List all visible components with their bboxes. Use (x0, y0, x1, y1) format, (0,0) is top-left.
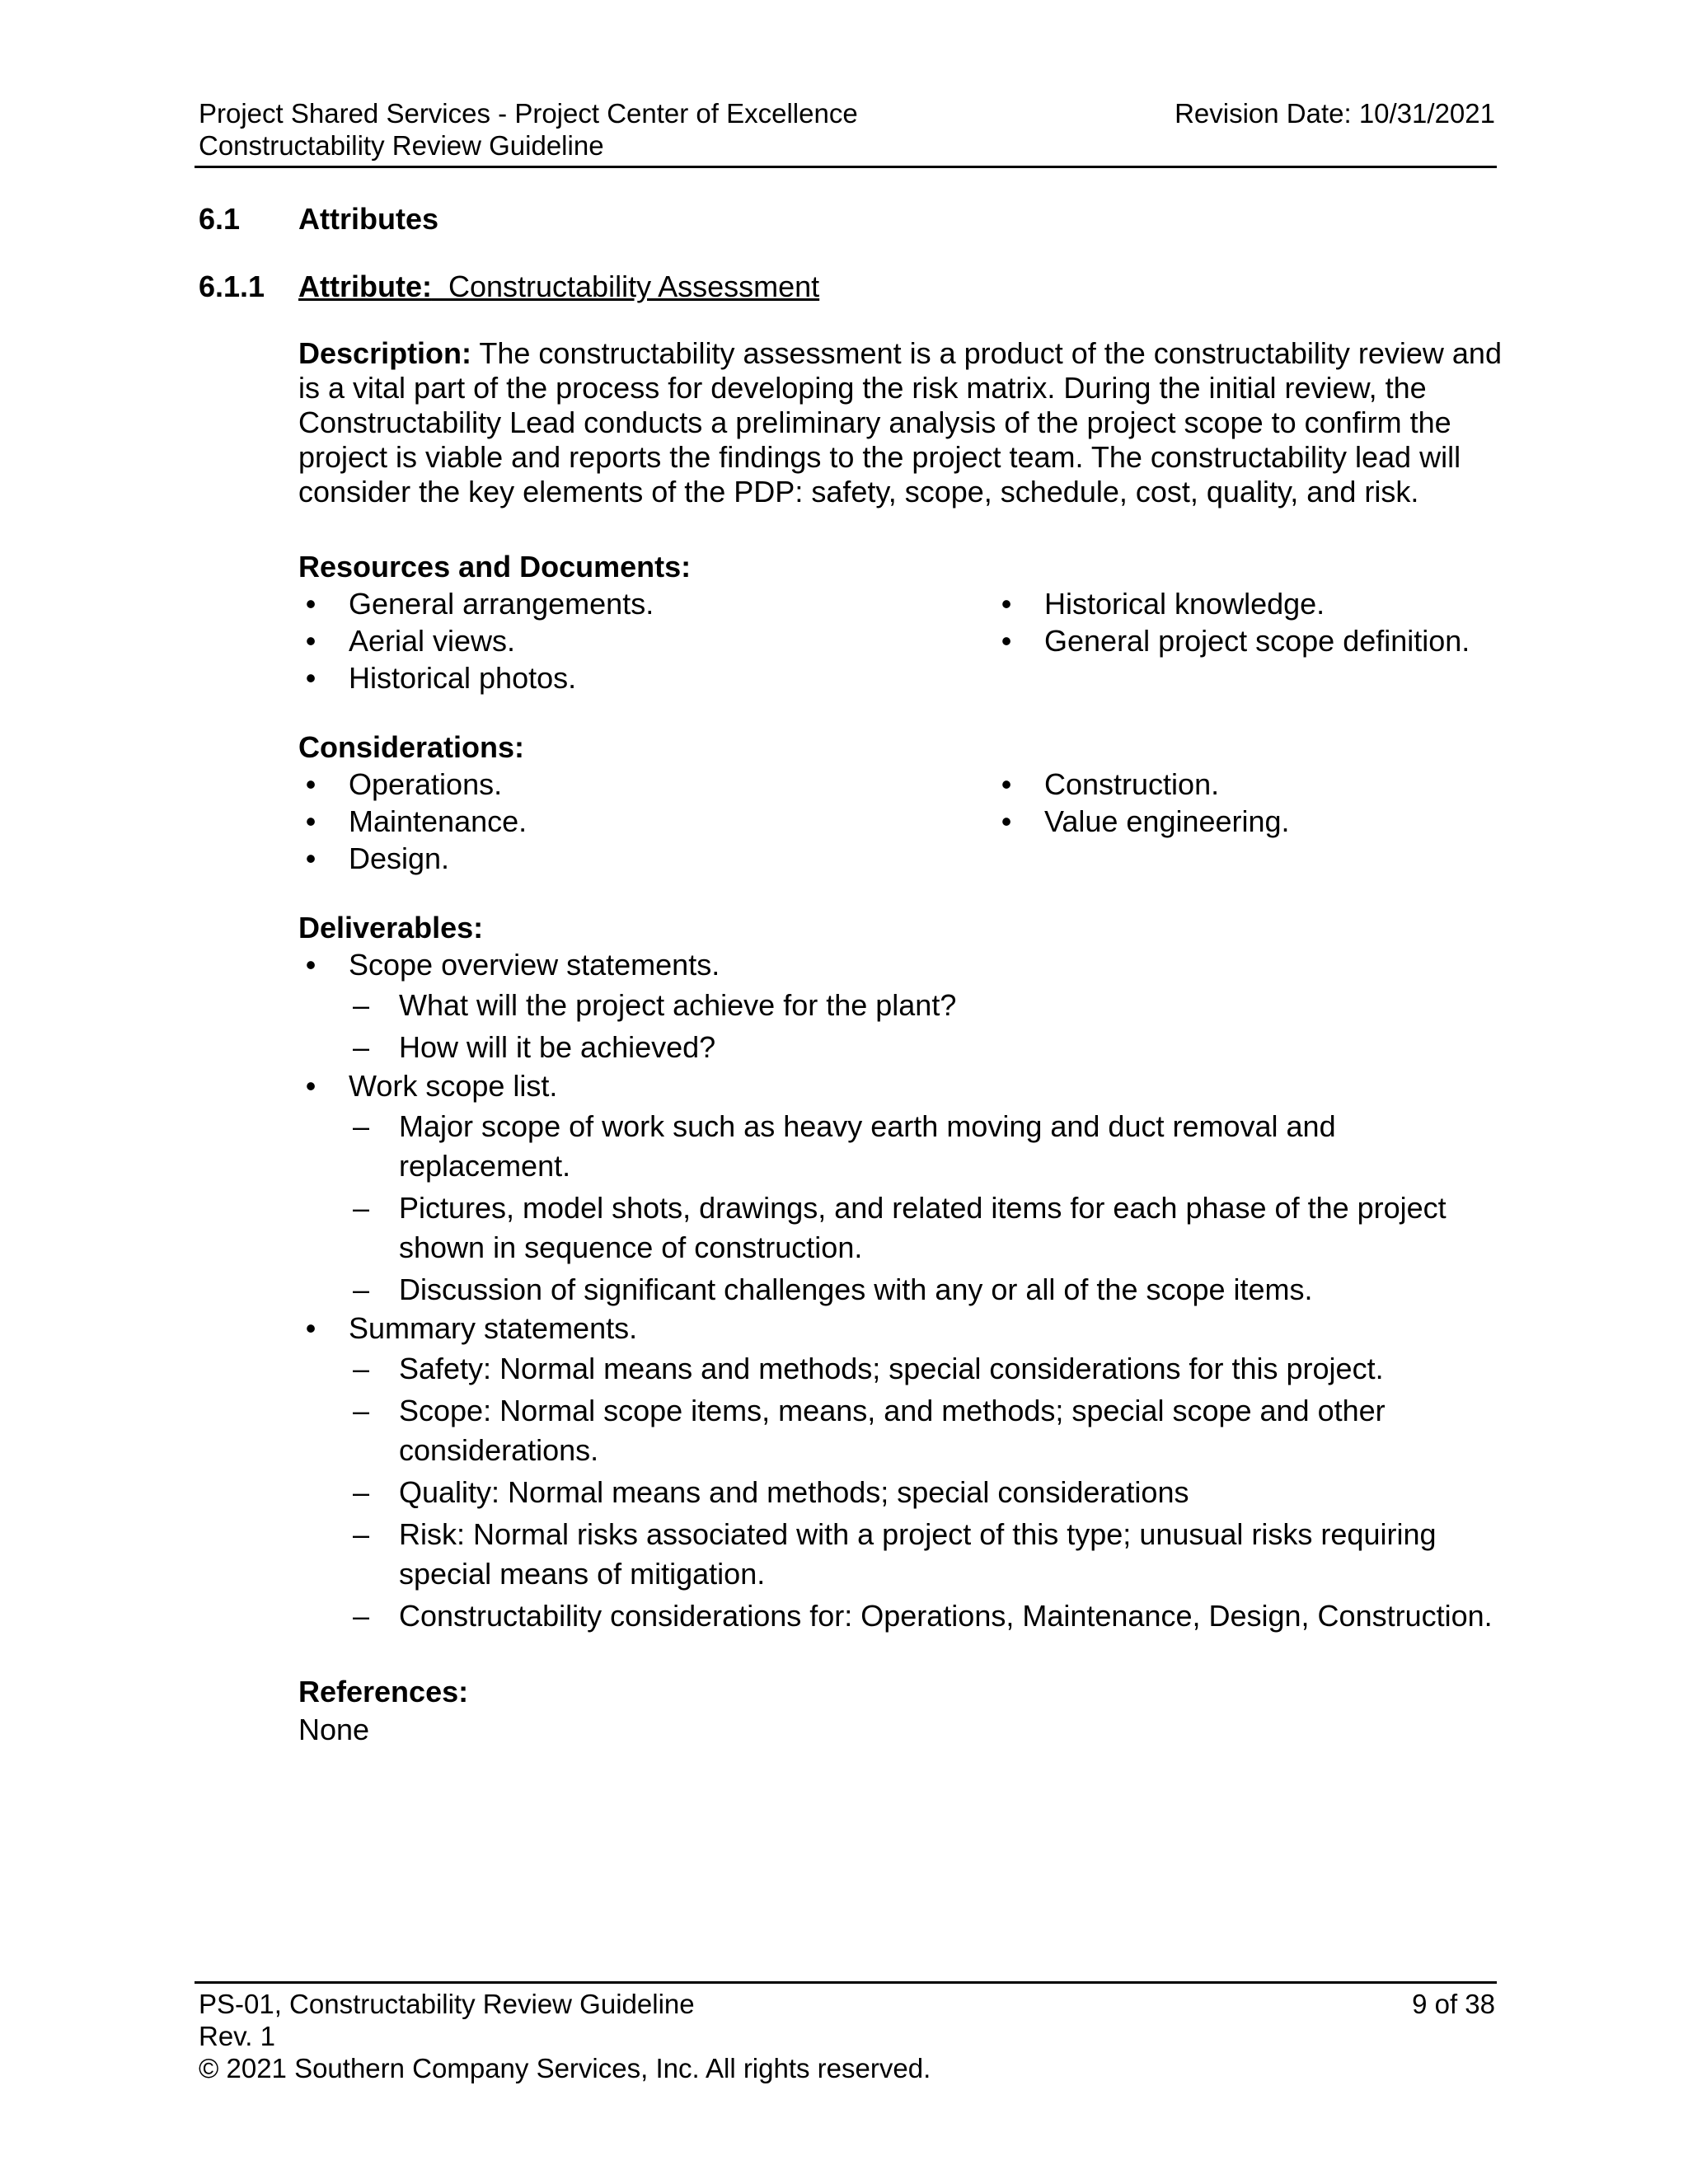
list-item (298, 659, 994, 696)
description-label: Description: (298, 336, 472, 370)
deliverable-item-text: Scope overview statements. (349, 948, 720, 982)
description-text: The constructability assessment is a product of the constructability review and is a vital part of the process for developing the risk matrix. During the initial review, the Constructability Lead conducts a preliminary analysis of the project scope to confirm the project is viable and reports the findings to the project team. The constructability lead will consider the key elements of the PDP: safety, scope, schedule, cost, quality, and risk. (298, 336, 1502, 509)
bullet-icon: • (305, 624, 316, 658)
deliverable-item (298, 946, 1502, 1067)
deliverable-subitem (349, 1028, 1502, 1067)
subsection-heading (199, 269, 819, 304)
deliverable-subitem-text: What will the project achieve for the plant? (399, 988, 957, 1022)
list-item (298, 766, 994, 803)
list-item-text: Historical photos. (349, 661, 577, 695)
deliverable-item (298, 1310, 1502, 1636)
list-item (298, 622, 994, 659)
page-header (199, 97, 1495, 162)
section-title: Attributes (298, 202, 438, 236)
footer-page-number: 9 of 38 (1412, 1989, 1495, 2019)
deliverable-subitem-text: Risk: Normal risks associated with a project of this type; unusual risks requiring special means of mitigation. (399, 1517, 1437, 1591)
deliverable-subitem-text: Discussion of significant challenges with any or all of the scope items. (399, 1272, 1313, 1306)
list-item (994, 585, 1502, 622)
bullet-icon: • (305, 948, 316, 982)
attribute-body (298, 336, 1502, 1750)
dash-icon: – (352, 1109, 370, 1143)
bullet-icon: • (305, 587, 316, 621)
description-paragraph (298, 336, 1502, 509)
list-item-text: Design. (349, 841, 450, 875)
dash-icon: – (352, 1191, 370, 1225)
list-item-text: Operations. (349, 767, 503, 801)
bullet-icon: • (1001, 587, 1012, 621)
deliverable-subitem-text: Quality: Normal means and methods; special considerations (399, 1475, 1189, 1509)
subsection-label: Attribute: (298, 269, 432, 303)
deliverable-subitem (349, 1473, 1502, 1512)
bullet-icon: • (305, 1311, 316, 1345)
bullet-icon: • (305, 661, 316, 695)
list-item-text: Aerial views. (349, 624, 516, 658)
bullet-icon: • (305, 767, 316, 801)
list-item-text: Historical knowledge. (1044, 587, 1325, 621)
resources-title: Resources and Documents: (298, 550, 692, 583)
header-document-title: Constructability Review Guideline (199, 130, 604, 161)
dash-icon: – (352, 1599, 370, 1633)
footer-copyright: © 2021 Southern Company Services, Inc. All rights reserved. (199, 2053, 931, 2083)
deliverable-subitem (349, 1188, 1502, 1268)
deliverable-subitem-text: Scope: Normal scope items, means, and methods; special scope and other considerations. (399, 1394, 1386, 1467)
deliverable-sublist (349, 986, 1502, 1067)
footer-document-id: PS-01, Constructability Review Guideline (199, 1989, 695, 2019)
list-item-text: Construction. (1044, 767, 1220, 801)
deliverable-subitem-text: Pictures, model shots, drawings, and related items for each phase of the project shown in sequence of construction. (399, 1191, 1447, 1264)
subsection-number: 6.1.1 (199, 269, 265, 303)
list-item (298, 840, 994, 877)
resources-list (298, 585, 1502, 696)
considerations-title: Considerations: (298, 730, 525, 764)
subsection-value: Constructability Assessment (431, 269, 820, 303)
dash-icon: – (352, 988, 370, 1022)
deliverables-title: Deliverables: (298, 911, 484, 944)
deliverable-item (298, 1067, 1502, 1310)
deliverable-item-text: Work scope list. (349, 1069, 558, 1103)
deliverable-subitem-text: How will it be achieved? (399, 1030, 716, 1064)
references-title: References: (298, 1675, 469, 1708)
footer-divider (195, 1981, 1497, 1984)
list-item-text: General arrangements. (349, 587, 654, 621)
header-revision-date: Revision Date: 10/31/2021 (1175, 98, 1495, 129)
list-item (298, 585, 994, 622)
deliverable-subitem (349, 1349, 1502, 1389)
header-divider (195, 166, 1497, 168)
list-item-text: Value engineering. (1044, 804, 1290, 838)
dash-icon: – (352, 1352, 370, 1385)
dash-icon: – (352, 1272, 370, 1306)
deliverable-subitem (349, 1596, 1502, 1636)
considerations-list (298, 766, 1502, 877)
deliverable-item-text: Summary statements. (349, 1311, 638, 1345)
deliverable-sublist (349, 1107, 1502, 1310)
list-item-text: Maintenance. (349, 804, 528, 838)
dash-icon: – (352, 1394, 370, 1427)
section-heading (199, 202, 438, 237)
deliverable-subitem (349, 1270, 1502, 1310)
bullet-icon: • (1001, 624, 1012, 658)
deliverables-list (298, 946, 1502, 1636)
deliverable-subitem-text: Major scope of work such as heavy earth moving and duct removal and replacement. (399, 1109, 1336, 1183)
dash-icon: – (352, 1475, 370, 1509)
list-item (994, 622, 1502, 659)
list-item (994, 803, 1502, 840)
header-department: Project Shared Services - Project Center of Excellence (199, 98, 858, 129)
deliverable-subitem-text: Safety: Normal means and methods; special considerations for this project. (399, 1352, 1384, 1385)
footer-revision: Rev. 1 (199, 2021, 275, 2051)
references-value: None (298, 1713, 370, 1746)
bullet-icon: • (1001, 767, 1012, 801)
list-item-text: General project scope definition. (1044, 624, 1470, 658)
deliverable-subitem (349, 1391, 1502, 1470)
deliverable-subitem (349, 986, 1502, 1025)
page-footer (199, 1988, 1495, 2084)
section-number: 6.1 (199, 202, 241, 236)
deliverable-subitem (349, 1515, 1502, 1594)
deliverable-subitem (349, 1107, 1502, 1186)
dash-icon: – (352, 1030, 370, 1064)
dash-icon: – (352, 1517, 370, 1551)
list-item (298, 803, 994, 840)
bullet-icon: • (305, 841, 316, 875)
deliverable-subitem-text: Constructability considerations for: Operations, Maintenance, Design, Construction. (399, 1599, 1493, 1633)
bullet-icon: • (305, 1069, 316, 1103)
list-item (994, 766, 1502, 803)
bullet-icon: • (1001, 804, 1012, 838)
deliverable-sublist (349, 1349, 1502, 1636)
bullet-icon: • (305, 804, 316, 838)
